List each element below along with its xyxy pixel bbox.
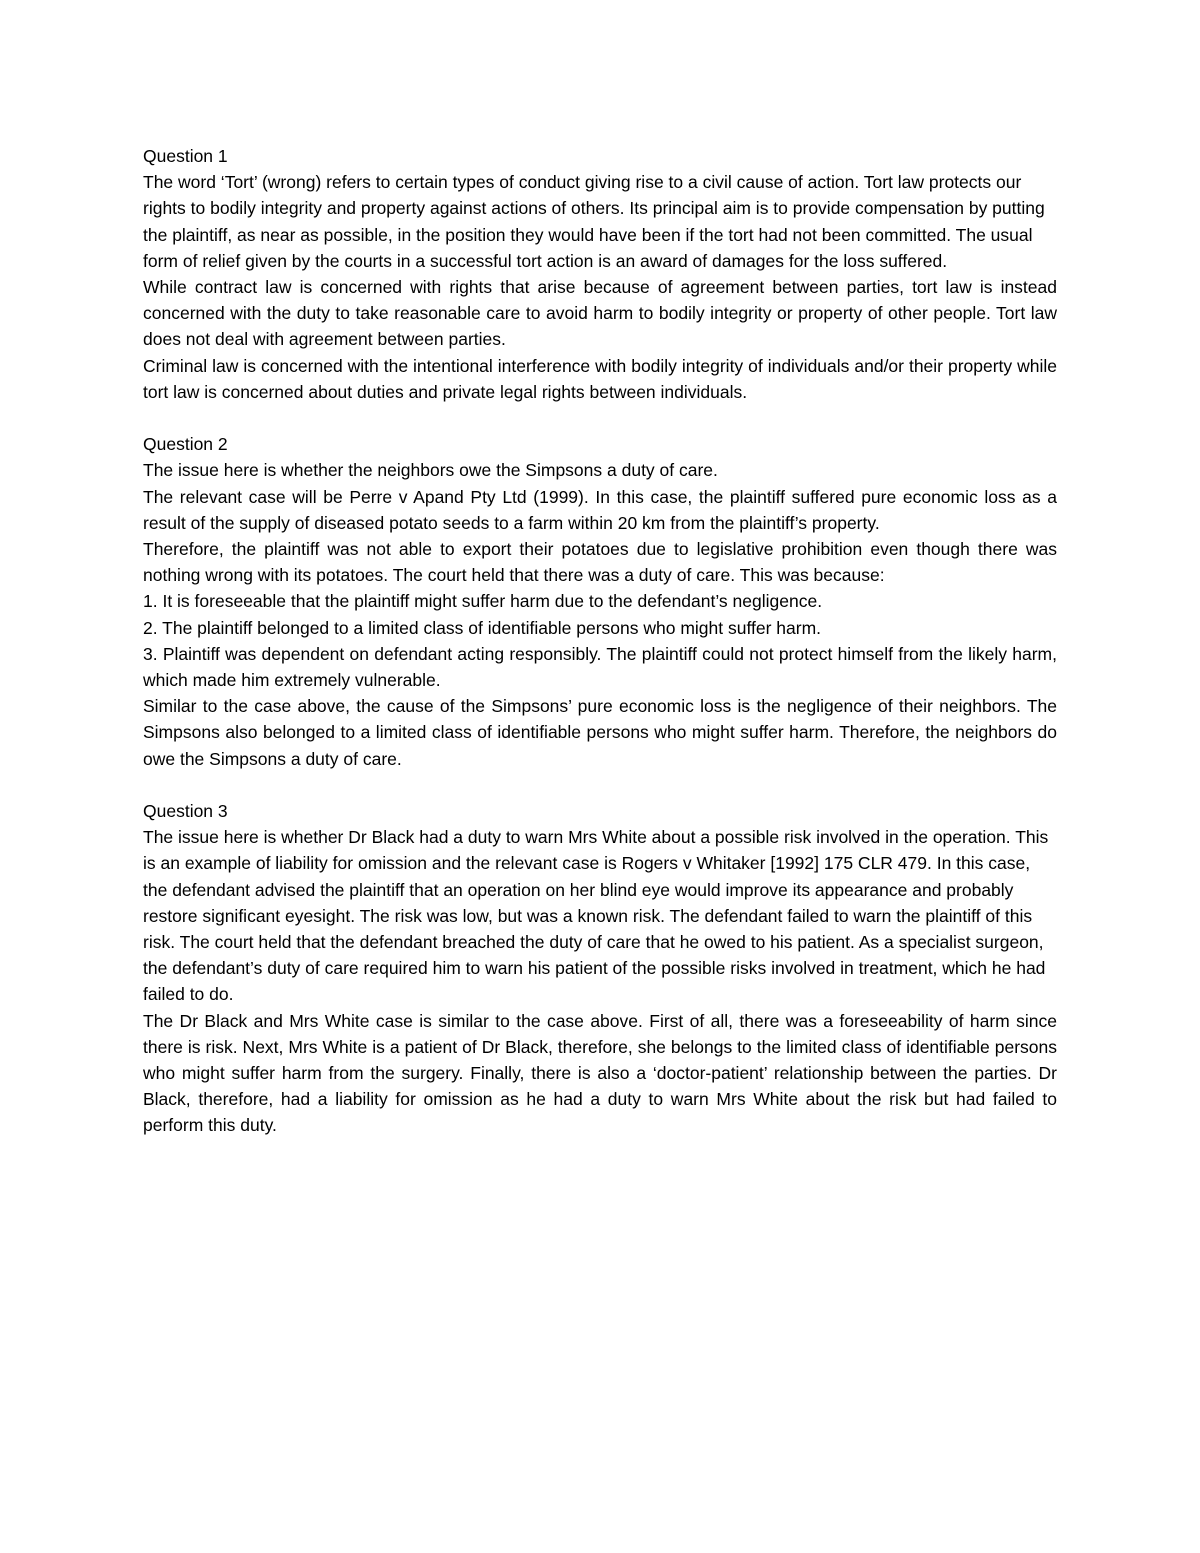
- question-3-heading: Question 3: [143, 801, 228, 822]
- question-1-paragraph-1: The word ‘Tort’ (wrong) refers to certain types of conduct giving rise to a civil cause of action. Tort law protects our rights to bodily integrity and property against actions of others. Its principal aim is to provide compensation by putting the plaintiff, as near as possible, in the position they would have been if the tort had not been committed. The usual form of relief given by the courts in a successful tort action is an award of damages for the loss suffered.: [143, 172, 1045, 271]
- question-2-list-item-1: 1. It is foreseeable that the plaintiff might suffer harm due to the defendant’s negligence.: [143, 591, 823, 612]
- question-2-paragraph-3: Therefore, the plaintiff was not able to export their potatoes due to legislative prohibition even though there was nothing wrong with its potatoes. The court held that there was a duty of care. This was because:: [143, 539, 1057, 586]
- question-3-section: [143, 798, 1057, 1139]
- question-2-paragraph-4: Similar to the case above, the cause of the Simpsons’ pure economic loss is the negligence of their neighbors. The Simpsons also belonged to a limited class of identifiable persons who might suffer harm. Therefore, the neighbors do owe the Simpsons a duty of care.: [143, 696, 1057, 769]
- question-2-paragraph-2: The relevant case will be Perre v Apand Pty Ltd (1999). In this case, the plaintiff suffered pure economic loss as a result of the supply of diseased potato seeds to a farm within 20 km from the plaintiff’s property.: [143, 486, 1057, 533]
- question-1-paragraph-2: While contract law is concerned with rights that arise because of agreement between parties, tort law is instead concerned with the duty to take reasonable care to avoid harm to bodily integrity or property of other people. Tort law does not deal with agreement between parties.: [143, 277, 1057, 350]
- question-2-paragraph-1: The issue here is whether the neighbors owe the Simpsons a duty of care.: [143, 460, 718, 481]
- question-2-list-item-2: 2. The plaintiff belonged to a limited class of identifiable persons who might suffer harm.: [143, 617, 822, 638]
- document-body: [143, 143, 1057, 1139]
- question-1-heading: Question 1: [143, 146, 228, 166]
- question-1-paragraph-3: Criminal law is concerned with the intentional interference with bodily integrity of individuals and/or their property while tort law is concerned about duties and private legal rights between individuals.: [143, 355, 1057, 402]
- question-2-section: [143, 431, 1057, 772]
- question-3-paragraph-1: The issue here is whether Dr Black had a duty to warn Mrs White about a possible risk involved in the operation. This is an example of liability for omission and the relevant case is Rogers v Whitaker [1992] 175 CLR 479. In this case, the defendant advised the plaintiff that an operation on her blind eye would improve its appearance and probably restore significant eyesight. The risk was low, but was a known risk. The defendant failed to warn the plaintiff of this risk. The court held that the defendant breached the duty of care that he owed to his patient. As a specialist surgeon, the defendant’s duty of care required him to warn his patient of the possible risks involved in treatment, which he had failed to do.: [143, 827, 1049, 1005]
- question-2-list-item-3: 3. Plaintiff was dependent on defendant acting responsibly. The plaintiff could not protect himself from the likely harm, which made him extremely vulnerable.: [143, 643, 1057, 691]
- question-1-section: [143, 143, 1057, 405]
- question-3-paragraph-2: The Dr Black and Mrs White case is similar to the case above. First of all, there was a foreseeability of harm since there is risk. Next, Mrs White is a patient of Dr Black, therefore, she belongs to the limited class of identifiable persons who might suffer harm from the surgery. Finally, there is also a ‘doctor-patient’ relationship between the parties. Dr Black, therefore, had a liability for omission as he had a duty to warn Mrs White about the risk but had failed to perform this duty.: [143, 1010, 1057, 1136]
- question-2-heading: Question 2: [143, 434, 228, 455]
